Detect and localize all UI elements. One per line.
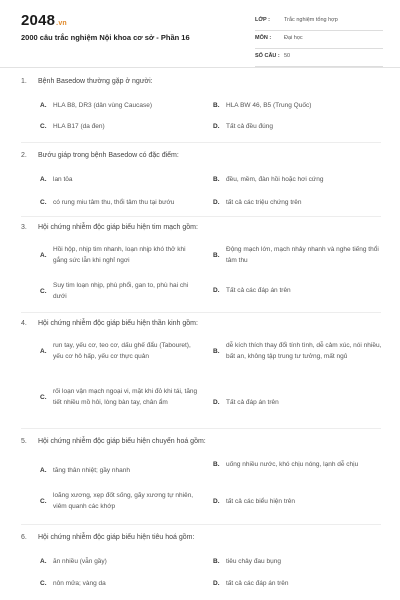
question-number: 2. — [21, 152, 27, 159]
option-a[interactable] — [40, 174, 200, 185]
option-text: Động mạch lớn, mạch nhảy nhanh và nghe tiếng thổi tâm thu — [226, 246, 379, 264]
logo-tld: .vn — [56, 20, 67, 27]
option-text: nôn mửa; vàng da — [53, 580, 106, 587]
option-text: tăng thân nhiệt; gầy nhanh — [53, 467, 130, 474]
option-letter: B. — [213, 251, 220, 259]
option-c[interactable] — [40, 386, 200, 408]
option-letter: C. — [40, 123, 47, 130]
meta-label: MÔN : — [255, 35, 272, 41]
option-text: Tất cả đều đúng — [226, 123, 273, 130]
option-letter: A. — [40, 176, 47, 183]
option-a[interactable] — [40, 244, 200, 266]
question-number: 5. — [21, 438, 27, 445]
option-text: đều, mềm, đàn hồi hoặc hơi cứng — [226, 176, 324, 183]
option-text: uống nhiều nước, khó chịu nóng, lạnh dễ chịu — [226, 461, 359, 468]
question-divider — [21, 216, 381, 217]
meta-count-row — [255, 51, 383, 67]
option-text: ăn nhiều (vẫn gầy) — [53, 558, 107, 565]
option-text: Tất cả các đáp án trên — [226, 287, 291, 294]
option-letter: B. — [213, 102, 220, 109]
option-a[interactable] — [40, 556, 200, 567]
question-divider — [21, 428, 381, 429]
option-text: Hồi hộp, nhịp tim nhanh, loạn nhịp khó thở khi gắng sức lẫn khi nghỉ ngơi — [53, 246, 186, 264]
option-text: Tất cả đáp án trên — [226, 399, 279, 406]
question-text — [21, 224, 198, 231]
option-text: tất cả các đáp án trên — [226, 580, 289, 587]
option-text: loãng xương, xẹp đốt sống, gãy xương tự nhiên, viêm quanh các khớp — [53, 492, 194, 510]
option-text: run tay, yếu cơ, teo cơ, dấu ghế đẩu (Tabouret), yếu cơ hô hấp, yếu cơ thực quản — [53, 342, 191, 360]
option-letter: D. — [213, 498, 220, 505]
option-text: Suy tim loạn nhịp, phù phổi, gan to, phù hai chi dưới — [53, 282, 189, 300]
option-text: tiêu chảy đau bụng — [226, 558, 281, 565]
option-a[interactable] — [40, 340, 200, 362]
meta-label: SỐ CÂU : — [255, 53, 280, 59]
option-text: dễ kích thích thay đổi tính tình, dễ cảm xúc, nói nhiều, bất an, không tập trung tư tưởng, mất ngủ — [226, 342, 382, 360]
meta-value: 50 — [284, 53, 291, 59]
question-divider — [21, 142, 381, 143]
question-label: Hội chứng nhiễm độc giáp biểu hiện tim mạch gồm: — [38, 224, 198, 231]
option-letter: D. — [213, 199, 220, 206]
option-a[interactable] — [40, 100, 200, 111]
question-text — [21, 438, 206, 445]
question-number: 3. — [21, 224, 27, 231]
option-b[interactable] — [213, 556, 383, 567]
option-letter: A. — [40, 467, 47, 474]
option-letter: D. — [213, 580, 220, 587]
option-letter: B. — [213, 347, 220, 355]
question-text — [21, 78, 153, 85]
option-c[interactable] — [40, 578, 200, 589]
option-d[interactable] — [213, 496, 383, 507]
page-header — [0, 0, 400, 68]
question-text — [21, 534, 194, 541]
option-letter: A. — [40, 102, 47, 109]
question-number: 6. — [21, 534, 27, 541]
option-letter: C. — [40, 287, 47, 295]
option-letter: A. — [40, 347, 47, 355]
option-text: HLA B8, DR3 (dân vùng Caucase) — [53, 102, 152, 109]
option-d[interactable] — [213, 285, 383, 296]
option-letter: C. — [40, 497, 47, 505]
meta-class-row — [255, 15, 383, 31]
option-b[interactable] — [213, 459, 383, 470]
option-letter: C. — [40, 199, 47, 206]
question-label: Bướu giáp trong bệnh Basedow có đặc điểm: — [38, 152, 179, 159]
document-title: 2000 câu trắc nghiệm Nội khoa cơ sở - Phần 16 — [21, 33, 190, 42]
question-text — [21, 152, 179, 159]
option-letter: D. — [213, 123, 220, 130]
logo-main: 2048 — [21, 12, 56, 29]
document-meta — [255, 15, 383, 69]
meta-value: Đại học — [284, 35, 303, 41]
meta-value: Trắc nghiệm tổng hợp — [284, 17, 338, 23]
option-c[interactable] — [40, 121, 200, 132]
option-text: HLA BW 46, B5 (Trung Quốc) — [226, 102, 312, 109]
option-letter: D. — [213, 287, 220, 294]
question-label: Bệnh Basedow thường gặp ở người: — [38, 78, 153, 85]
option-text: lan tỏa — [53, 176, 73, 183]
option-letter: B. — [213, 461, 220, 468]
question-label: Hội chứng nhiễm độc giáp biểu hiện chuyển hoá gồm: — [38, 438, 206, 445]
question-divider — [21, 312, 381, 313]
question-label: Hội chứng nhiễm độc giáp biểu hiện thần kinh gồm: — [38, 320, 198, 327]
header-divider — [0, 67, 400, 68]
option-b[interactable] — [213, 244, 383, 266]
option-a[interactable] — [40, 465, 200, 476]
option-letter: A. — [40, 251, 47, 259]
option-text: tất cả các triệu chứng trên — [226, 199, 302, 206]
option-text: HLA B17 (da đen) — [53, 123, 105, 130]
question-text — [21, 320, 198, 327]
option-letter: C. — [40, 580, 47, 587]
meta-label: LỚP : — [255, 17, 270, 23]
option-b[interactable] — [213, 340, 383, 362]
option-letter: A. — [40, 558, 47, 565]
option-letter: B. — [213, 176, 220, 183]
option-letter: C. — [40, 393, 47, 401]
option-text: rối loạn vận mạch ngoại vi, mặt khi đỏ khi tái, tăng tiết nhiều mồ hôi, lòng bàn tay, chân ẩm — [53, 388, 198, 406]
option-d[interactable] — [213, 578, 383, 589]
option-b[interactable] — [213, 174, 383, 185]
option-d[interactable] — [213, 121, 383, 132]
option-d[interactable] — [213, 197, 383, 208]
option-d[interactable] — [213, 397, 383, 408]
option-text: tất cả các biểu hiện trên — [226, 498, 296, 505]
meta-subject-row — [255, 33, 383, 49]
option-c[interactable] — [40, 280, 200, 302]
question-label: Hội chứng nhiễm độc giáp biểu hiện tiêu hoá gồm: — [38, 534, 195, 541]
question-number: 1. — [21, 78, 27, 85]
question-number: 4. — [21, 320, 27, 327]
option-c[interactable] — [40, 490, 200, 512]
option-letter: B. — [213, 558, 220, 565]
option-text: có rung miu tâm thu, thổi tâm thu tại bướu — [53, 199, 175, 206]
site-logo[interactable] — [21, 12, 67, 29]
option-c[interactable] — [40, 197, 200, 208]
option-letter: D. — [213, 399, 220, 406]
option-b[interactable] — [213, 100, 383, 111]
question-divider — [21, 524, 381, 525]
